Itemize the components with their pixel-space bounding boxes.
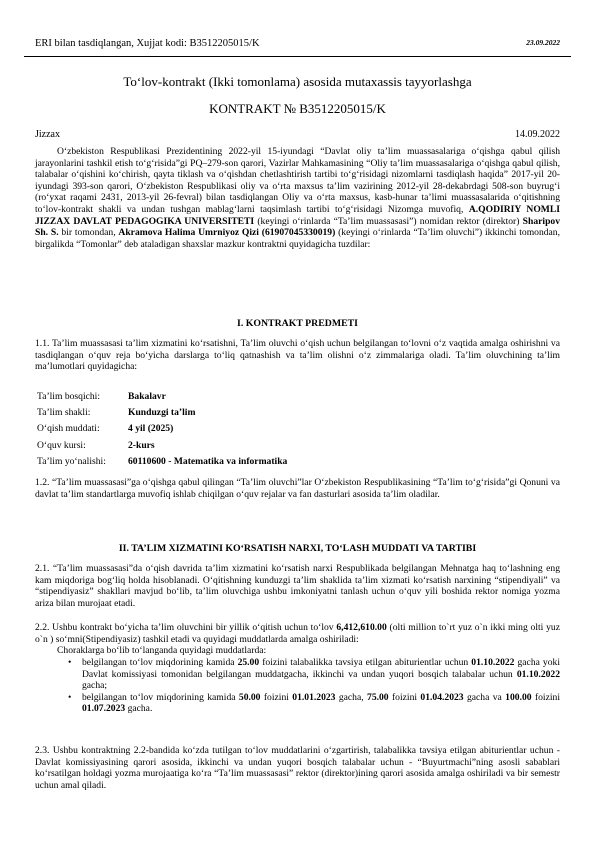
info-label: Ta’lim shakli: — [37, 407, 91, 419]
section-2-title: II. TA’LIM XIZMATINI KO‘RSATISH NARXI, TO‘LASH MUDDATI VA TARTIBI — [118, 543, 477, 554]
bullet-icon: • — [68, 691, 72, 703]
b1-percent: 25.00 — [237, 657, 260, 668]
info-row — [37, 440, 290, 456]
intro-text-2: (keyingi o‘rinlarda “Ta’lim muassasasi”) nomidan rektor (direktor) — [254, 215, 523, 227]
intro-text-1: O‘zbekiston Respublikasi Prezidentining 2022-yil 15-iyundagi “Davlat oliy ta’lim muassasalariga o‘qishga qabul qilish jarayonlarini tashkil etish to‘g‘risida”gi PQ–279-son qarori, Vazirlar Mahkamasining “Oliy ta’lim muassasalariga o‘qishga qabul qilish, talabalar o‘qishini ko‘chirish, qayta tiklash va o‘qishdan chetlashtirish tartibi to‘g‘risidagi nizomlarni tasdiqlash haqida” 2017-yil 20-iyundagi 393-son qarori, O‘zbekiston Respublikasi oliy va o‘rta maxsus ta’lim vazirining 2012-yil 28-dekabrdagi 508-son buyrug‘i (ro‘yxat raqami 2431, 2013-yil 26-fevral) bilan tasdiqlangan Oliy va o‘rta maxsus, kasb-hunar ta’limi muassasalarida o‘qitishning to‘lov-kontrakt shakli va undan tushgan mablag‘larni taqsimlash tartibi to‘g‘risidagi Nizomga muvofiq, — [35, 146, 560, 215]
b1-text-4: gacha yoki Davlat komissiyasi tomonidan belgilangan muddatgacha, ikkinchi va undan yuqori bosqich talabalar uchun — [82, 657, 560, 680]
b2-date-1: 01.01.2023 — [292, 691, 336, 703]
info-label: Ta’lim bosqichi: — [37, 391, 101, 402]
clause-2-2-text-b: (olti million to`rt yuz o`n ikki ming olti yuz o`n ) so‘mni(Stipendiyasiz) tashkil etadi va quyidagi muddatlarda amalga oshiriladi: — [35, 622, 560, 645]
info-label: Ta’lim yo‘nalishi: — [37, 455, 106, 467]
info-label: O‘quv kursi: — [37, 439, 86, 451]
b1-text-0: belgilangan to‘lov miqdorining kamida — [82, 657, 238, 668]
b1-text-6: gacha; — [82, 680, 108, 692]
contract-city: Jizzax — [35, 129, 60, 140]
b2-text-0: belgilangan to‘lov miqdorining kamida — [82, 691, 239, 703]
payment-schedule-list — [35, 657, 560, 715]
university-name: A.QODIRIY NOMLI JIZZAX DAVLAT PEDAGOGIKA UNIVERSITETI — [35, 203, 560, 227]
clause-2-3: 2.3. Ushbu kontraktning 2.2-bandida ko‘zda tutilgan to‘lov muddatlarini o‘zgartirish, talabalikka tavsiya etilgan abiturientlar uchun - Davlat komissiyasining qarori asosida, ikkinchi va undan yuqori bosqich talabalar uchun - “Buyurtmachi”ning asosli sabablari ko‘rsatilgan holdagi yozma murojaatiga ko‘ra “Ta’lim muassasasi” rektor (direktor)ining qarori asosida amalga oshiriladi va bir semestr uchun amal qiladi. — [35, 745, 560, 791]
document-header — [35, 38, 560, 52]
intro-paragraph — [35, 146, 560, 250]
b2-date-3: 01.07.2023 — [82, 703, 126, 715]
info-value: 2-kurs — [128, 439, 155, 451]
b2-text-8: gacha va — [463, 691, 506, 703]
b2-percent-3: 100.00 — [505, 691, 532, 703]
education-info-table — [37, 391, 290, 472]
info-label: O‘qish muddati: — [37, 423, 100, 435]
info-row — [37, 423, 290, 439]
place-date-line — [35, 129, 560, 141]
payment-schedule-item-2 — [35, 692, 560, 715]
contract-title: To‘lov-kontrakt (Ikki tomonlama) asosida mutaxassis tayyorlashga — [123, 74, 472, 89]
header-rule — [24, 56, 571, 57]
b1-text-2: foizini talabalikka tavsiya etilgan abiturientlar uchun — [259, 657, 472, 668]
intro-text-4: (keyingi o‘rinlarda “Ta’lim oluvchi”) ikkinchi tomondan, birgalikda “Tomonlar” deb ataladigan shaxslar mazkur kontraktni quyidagicha tuzdilar: — [35, 227, 561, 250]
quarterly-payment-note: Choraklarga bo‘lib to‘langanda quyidagi muddatlarda: — [57, 645, 267, 656]
info-value: 4 yil (2025) — [128, 423, 174, 435]
b2-text-10: foizini — [531, 691, 560, 703]
clause-1-2: 1.2. “Ta’lim muassasasi”ga o‘qishga qabul qilingan “Ta’lim oluvchi”lar O‘zbekiston Respublikasining “Ta’lim to‘g‘risida”gi Qonuni va davlat ta’lim standartlarga muvofiq ishlab chiqilgan o‘quv rejalar va fan dasturlari asosida ta’lim oladilar. — [35, 477, 560, 500]
payment-schedule-item-1 — [35, 657, 560, 692]
info-value: Bakalavr — [128, 391, 166, 402]
header-date: 23.09.2022 — [526, 38, 560, 47]
b1-date-2: 01.10.2022 — [516, 668, 560, 680]
clause-2-2-text-a: 2.2. Ushbu kontrakt bo‘yicha ta’lim oluvchini bir yillik o‘qitish uchun to‘lov — [35, 622, 337, 633]
b2-text-4: gacha, — [335, 691, 368, 703]
clause-2-1: 2.1. “Ta’lim muassasasi”da o‘qish davrida ta’lim xizmatini ko‘rsatish narxi Respublikada belgilangan Mehnatga haq to‘lashning eng kam miqdoriga bog‘liq holda hisoblanadi. O‘qitishning kunduzgi ta’lim shaklida ta’lim xizmati ko‘rsatish narxining “stipendiyali” va “stipendiyasiz” shakllari mavjud bo‘lib, ta’lim oluvchiga ushbu imkoniyatni tanlash uchun o‘quv yili boshida rektor nomiga yozma ariza bilan murojaat etadi. — [35, 563, 560, 609]
b2-text-6: foizini — [388, 691, 421, 703]
intro-text-3: bir tomondan, — [58, 227, 119, 239]
b2-date-2: 01.04.2023 — [420, 691, 464, 703]
info-row — [37, 456, 290, 472]
clause-1-1: 1.1. Ta’lim muassasasi ta’lim xizmatini ko‘rsatishni, Ta’lim oluvchi o‘qish uchun belgilangan to‘lovni o‘z vaqtida amalga oshirishni va tasdiqlangan o‘quv reja bo‘yicha darslarga to‘liq qatnashish va ta’lim olishni o‘z zimmalariga oladi. Ta’lim oluvchining ta’lim ma’lumotlari quyidagicha: — [35, 338, 560, 373]
info-value: Kunduzgi ta’lim — [128, 407, 196, 419]
info-row — [37, 391, 290, 407]
annual-fee-amount: 6,412,610.00 — [336, 622, 387, 633]
bullet-icon: • — [68, 657, 72, 668]
b2-text-2: foizini — [260, 691, 293, 703]
header-approval-code: ERI bilan tasdiqlangan, Xujjat kodi: B3512205015/K — [35, 38, 260, 49]
contract-number: KONTRAKT № B3512205015/K — [209, 101, 386, 116]
info-value: 60110600 - Matematika va informatika — [128, 455, 288, 467]
clause-2-2 — [35, 622, 560, 645]
rector-name: Sharipov Sh. S. — [35, 215, 560, 239]
contract-date: 14.09.2022 — [515, 129, 560, 140]
student-name: Akramova Halima Umrniyoz Qizi (61907045330019) — [118, 227, 336, 239]
section-1-title: I. KONTRAKT PREDMETI — [237, 318, 358, 329]
info-row — [37, 407, 290, 423]
b1-date-1: 01.10.2022 — [471, 657, 515, 668]
b2-text-12: gacha. — [125, 703, 153, 715]
b2-percent-1: 50.00 — [238, 691, 261, 703]
b2-percent-2: 75.00 — [367, 691, 389, 703]
